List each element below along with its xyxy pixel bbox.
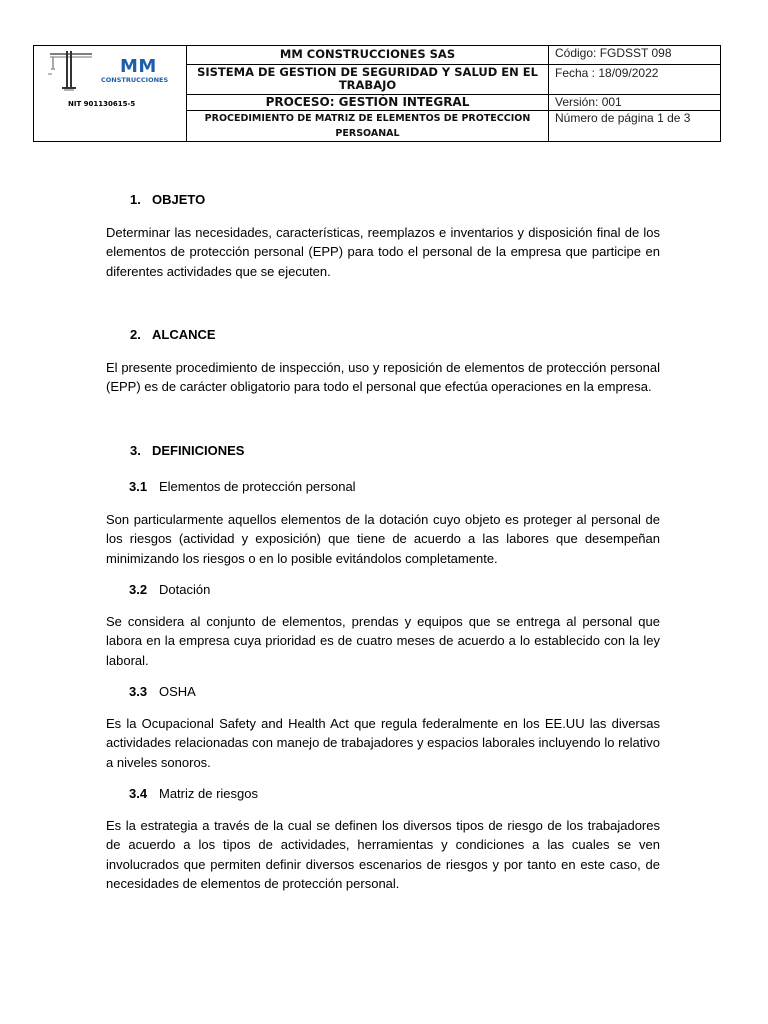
subsection-heading: [129, 580, 660, 600]
subsection-paragraph: Son particularmente aquellos elementos de la dotación cuyo objeto es proteger al personal de los riesgos (actividad y exposición) que tiene de acuerdo a las labores que desempeñan minimizando los riesgos o en lo posible evitándolos completamente.: [106, 511, 660, 566]
logo-text: MM: [120, 56, 157, 77]
company-nit: NIT 901130615-5: [68, 100, 136, 108]
document-code: Código: FGDSST 098: [549, 46, 721, 65]
section-number: 3.: [130, 442, 141, 458]
section-number: 1.: [130, 192, 141, 207]
subsection-paragraph: Es la estrategia a través de la cual se definen los diversos tipos de riesgo de los trabajadores de acuerdo a los tipos de actividades, herramientas y condiciones a las cuales se ven involucrados que permiten definir diversos escenarios de riesgos y por tanto en este caso, de necesidades de elementos de protección personal.: [106, 817, 660, 891]
subsection-number: 3.2: [129, 582, 148, 597]
subsection-title: Elementos de protección personal: [159, 479, 356, 494]
process-name: PROCESO: GESTIÓN INTEGRAL: [187, 95, 549, 111]
document-version: Versión: 001: [549, 95, 721, 111]
logo-subtext: CONSTRUCCIONES: [101, 76, 169, 84]
subsection-number: 3.3: [129, 684, 148, 699]
document-date: Fecha : 18/09/2022: [549, 65, 721, 95]
section-title: ALCANCE: [152, 327, 216, 342]
subsection-paragraph: Se considera al conjunto de elementos, prendas y equipos que se entrega al personal que labora en la empresa cuya prioridad es de cuatro meses de acuerdo a lo establecido con la ley laboral.: [106, 613, 660, 668]
subsection-heading: [129, 477, 660, 497]
company-name: MM CONSTRUCCIONES SAS: [187, 46, 549, 65]
crane-icon: [40, 48, 100, 98]
section-paragraph: El presente procedimiento de inspección, uso y reposición de elementos de protección personal (EPP) es de carácter obligatorio para todo el personal que efectúa operaciones en la empresa.: [106, 359, 660, 394]
section-paragraph: Determinar las necesidades, características, reemplazos e inventarios y disposición final de los elementos de protección personal (EPP) para todo el personal de la empresa que participe en diferentes actividades que se ejecuten.: [106, 224, 660, 279]
system-name: SISTEMA DE GESTION DE SEGURIDAD Y SALUD EN EL TRABAJO: [187, 65, 549, 95]
section-number: 2.: [130, 327, 141, 342]
section-title: OBJETO: [152, 192, 206, 207]
procedure-name: PROCEDIMIENTO DE MATRIZ DE ELEMENTOS DE PROTECCION PERSOANAL: [187, 111, 549, 142]
subsection-heading: [129, 784, 660, 804]
page-number: Número de página 1 de 3: [549, 111, 721, 142]
section-title: DEFINICIONES: [152, 442, 245, 458]
document-header: [33, 45, 721, 142]
section-heading: [130, 325, 660, 345]
section-heading: [130, 190, 660, 210]
subsection-title: Dotación: [159, 582, 211, 597]
document-body: [106, 190, 660, 894]
subsection-number: 3.4: [129, 786, 148, 801]
subsection-number: 3.1: [129, 479, 148, 494]
company-logo: [34, 46, 187, 142]
subsection-title: OSHA: [159, 684, 196, 699]
section-heading: [130, 441, 660, 461]
subsection-paragraph: Es la Ocupacional Safety and Health Act que regula federalmente en los EE.UU las diversas actividades relacionadas con manejo de trabajadores y espacios laborales incluyendo lo relativo a niveles sonoros.: [106, 715, 660, 770]
subsection-heading: [129, 682, 660, 702]
subsection-title: Matriz de riesgos: [159, 786, 258, 801]
